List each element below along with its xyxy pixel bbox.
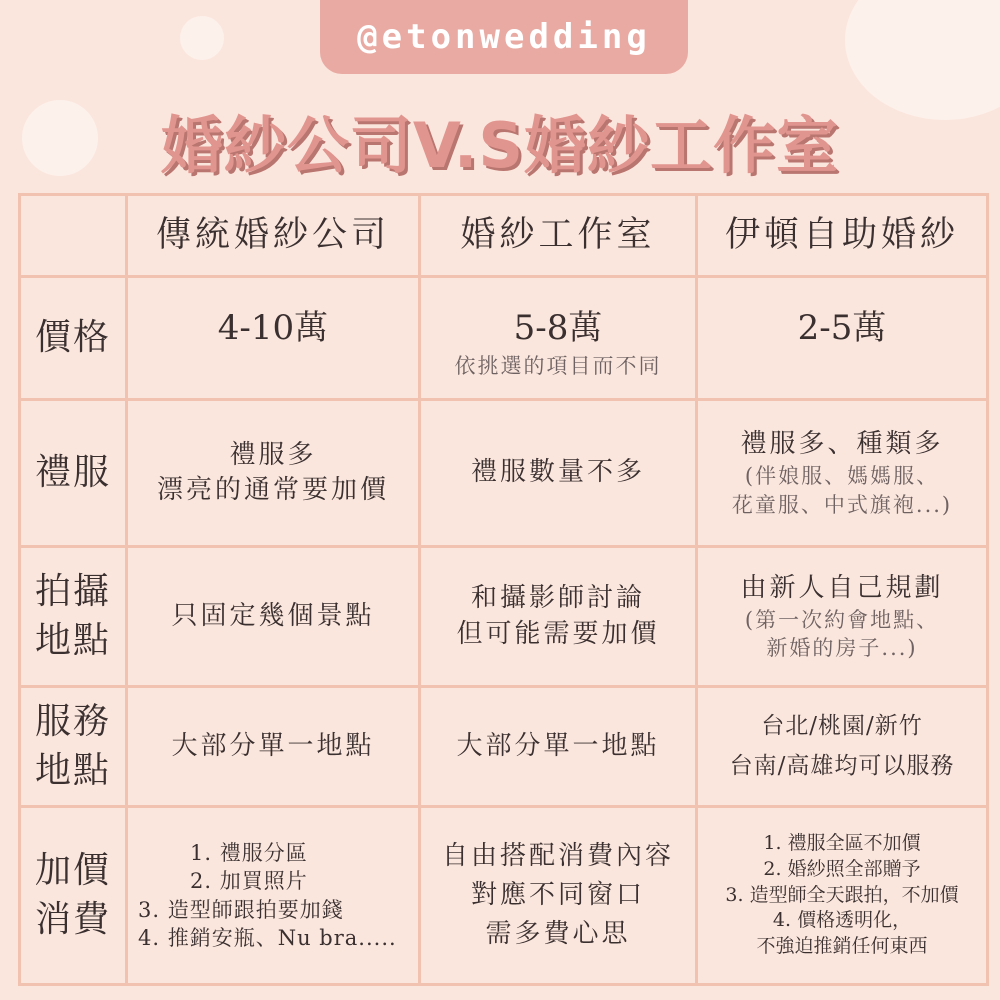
cell-line: 禮服多 <box>229 439 317 470</box>
cell-line: 台南/高雄均可以服務 <box>729 752 955 779</box>
list-item: 1. 禮服全區不加價 <box>763 832 921 855</box>
cell-line: 由新人自己規劃 <box>740 572 944 603</box>
row-header-service-location <box>20 687 127 807</box>
cell-service-eton <box>697 687 988 807</box>
cell-line: 禮服多、種類多 <box>740 429 944 460</box>
cell-service-studio <box>420 687 697 807</box>
row-header-shoot-location <box>20 547 127 687</box>
page-title: 婚紗公司V.S婚紗工作室 <box>160 109 840 182</box>
cell-gowns-traditional <box>127 400 420 547</box>
cell-line: 漂亮的通常要加價 <box>156 475 389 505</box>
row-header-line: 消費 <box>34 898 111 940</box>
cell-line: 只固定幾個景點 <box>171 600 375 631</box>
list-item: 4. 價格透明化， <box>772 909 912 932</box>
price-value: 5-8萬 <box>513 308 603 348</box>
table-row-extra-charges <box>20 807 988 985</box>
cell-service-traditional <box>127 687 420 807</box>
cell-extra-studio <box>420 807 697 985</box>
list-item: 2. 加買照片 <box>190 869 308 894</box>
row-header-line: 地點 <box>34 749 111 791</box>
list-item: 4. 推銷安瓶、Nu bra..... <box>138 925 397 950</box>
list-item: 不強迫推銷任何東西 <box>756 934 928 957</box>
row-header-line: 拍攝 <box>34 570 111 612</box>
cell-shoot-eton <box>697 547 988 687</box>
cell-line: 但可能需要加價 <box>456 618 660 649</box>
cell-note: 新婚的房子...) <box>766 636 918 661</box>
table-row-gowns <box>20 400 988 547</box>
row-header-line: 加價 <box>34 849 111 891</box>
table-row-shoot-location <box>20 547 988 687</box>
price-note: 依挑選的項目而不同 <box>454 353 662 378</box>
table-header-row <box>20 195 988 277</box>
cell-extra-traditional <box>127 807 420 985</box>
cell-line: 大部分單一地點 <box>171 730 375 761</box>
cell-gowns-studio <box>420 400 697 547</box>
comparison-table <box>18 193 989 986</box>
cell-line: 和攝影師討論 <box>470 583 645 614</box>
table-row-service-location <box>20 687 988 807</box>
list-item: 3. 造型師全天跟拍，不加價 <box>725 883 959 906</box>
price-value: 4-10萬 <box>217 308 329 348</box>
cell-shoot-studio <box>420 547 697 687</box>
cell-extra-eton <box>697 807 988 985</box>
row-header-gowns: 禮服 <box>20 400 127 547</box>
cell-gowns-eton <box>697 400 988 547</box>
cell-note: (伴娘服、媽媽服、 <box>744 464 940 489</box>
cell-shoot-traditional <box>127 547 420 687</box>
cell-line: 對應不同窗口 <box>470 880 645 910</box>
cell-line: 台北/桃園/新竹 <box>761 713 923 740</box>
cell-line: 大部分單一地點 <box>456 730 660 761</box>
column-header-eton: 伊頓自助婚紗 <box>697 195 988 277</box>
decor-circle-top-left <box>180 16 224 60</box>
list-item: 1. 禮服分區 <box>190 840 308 865</box>
corner-cell <box>20 195 127 277</box>
cell-line: 禮服數量不多 <box>470 457 645 488</box>
column-header-traditional: 傳統婚紗公司 <box>127 195 420 277</box>
cell-note: (第一次約會地點、 <box>744 607 940 632</box>
row-header-line: 地點 <box>34 619 111 661</box>
cell-line: 需多費心思 <box>485 919 631 949</box>
cell-note: 花童服、中式旗袍...) <box>731 492 953 517</box>
cell-price-studio <box>420 277 697 400</box>
table-row-price <box>20 277 988 400</box>
price-value: 2-5萬 <box>797 308 887 348</box>
list-item: 3. 造型師跟拍要加錢 <box>138 897 344 922</box>
cell-price-eton <box>697 277 988 400</box>
cell-price-traditional <box>127 277 420 400</box>
account-handle: @etonwedding <box>357 17 651 57</box>
row-header-line: 服務 <box>34 700 111 742</box>
row-header-extra-charges <box>20 807 127 985</box>
list-item: 2. 婚紗照全部贈予 <box>763 858 921 881</box>
account-handle-badge <box>320 0 688 74</box>
column-header-studio: 婚紗工作室 <box>420 195 697 277</box>
row-header-price: 價格 <box>20 277 127 400</box>
cell-line: 自由搭配消費內容 <box>441 841 674 871</box>
